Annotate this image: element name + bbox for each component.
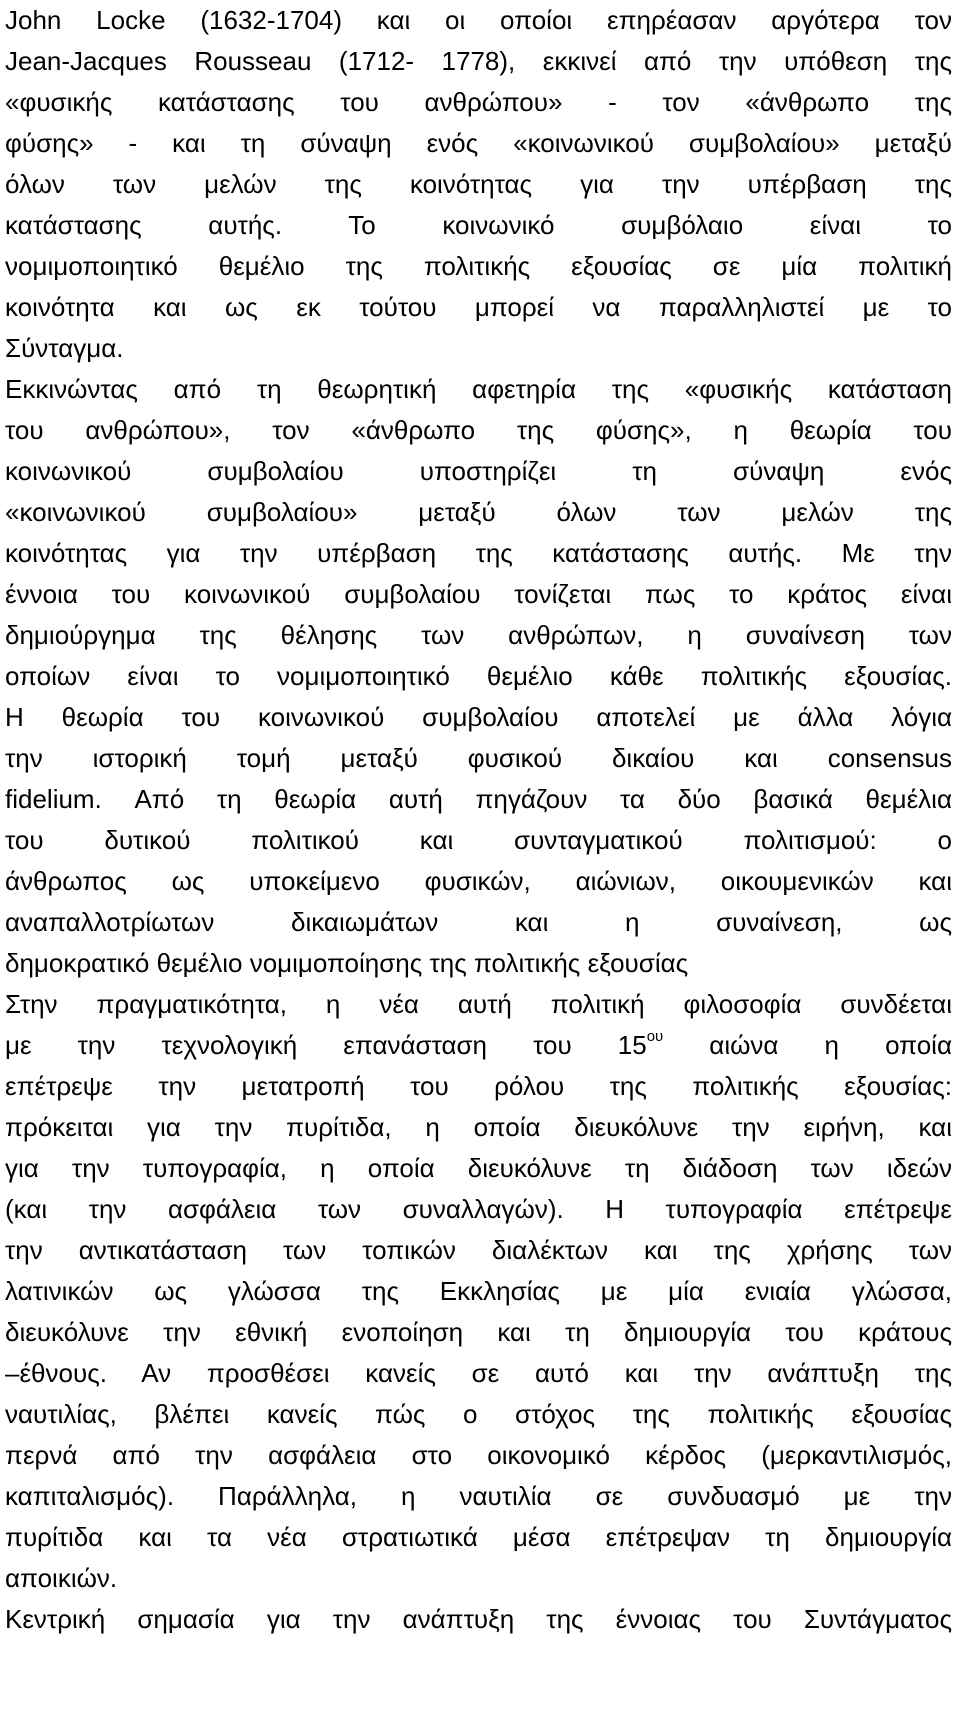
text-line: πρόκειται για την πυρίτιδα, η οποία διευκόλυνε την ειρήνη, και bbox=[5, 1112, 952, 1142]
text-line: Εκκινώντας από τη θεωρητική αφετηρία της «φυσικής κατάσταση bbox=[5, 374, 952, 404]
body-text bbox=[5, 0, 952, 1640]
text-line: όλων των μελών της κοινότητας για την υπέρβαση της bbox=[5, 169, 952, 199]
text-line: «κοινωνικού συμβολαίου» μεταξύ όλων των μελών της bbox=[5, 497, 952, 527]
text-line: Κεντρική σημασία για την ανάπτυξη της έννοιας του Συντάγματος bbox=[5, 1604, 952, 1634]
text-line: πυρίτιδα και τα νέα στρατιωτικά μέσα επέτρεψαν τη δημιουργία bbox=[5, 1522, 952, 1552]
ordinal-superscript: ου bbox=[646, 1028, 664, 1045]
text-line: κοινότητας για την υπέρβαση της κατάστασης αυτής. Με την bbox=[5, 538, 952, 568]
text-line: την αντικατάσταση των τοπικών διαλέκτων και της χρήσης των bbox=[5, 1235, 952, 1265]
text-line: Jean-Jacques Rousseau (1712- 1778), εκκινεί από την υπόθεση της bbox=[5, 46, 952, 76]
text-line: fidelium. Από τη θεωρία αυτή πηγάζουν τα δύο βασικά θεμέλια bbox=[5, 784, 952, 814]
text-line: του δυτικού πολιτικού και συνταγματικού πολιτισμού: ο bbox=[5, 825, 952, 855]
text-line: περνά από την ασφάλεια στο οικονομικό κέρδος (μερκαντιλισμός, bbox=[5, 1440, 952, 1470]
text-line: κοινωνικού συμβολαίου υποστηρίζει τη σύναψη ενός bbox=[5, 456, 952, 486]
text-line: λατινικών ως γλώσσα της Εκκλησίας με μία ενιαία γλώσσα, bbox=[5, 1276, 952, 1306]
text-line: αναπαλλοτρίωτων δικαιωμάτων και η συναίνεση, ως bbox=[5, 907, 952, 937]
text-line: έννοια του κοινωνικού συμβολαίου τονίζεται πως το κράτος είναι bbox=[5, 579, 952, 609]
text-line: αποικιών. bbox=[5, 1563, 118, 1593]
text-line: καπιταλισμός). Παράλληλα, η ναυτιλία σε συνδυασμό με την bbox=[5, 1481, 952, 1511]
text-line: οποίων είναι το νομιμοποιητικό θεμέλιο κάθε πολιτικής εξουσίας. bbox=[5, 661, 952, 691]
text-line: Στην πραγματικότητα, η νέα αυτή πολιτική φιλοσοφία συνδέεται bbox=[5, 989, 952, 1019]
text-line: Σύνταγμα. bbox=[5, 333, 124, 363]
text-line: δημιούργημα της θέλησης των ανθρώπων, η συναίνεση των bbox=[5, 620, 952, 650]
text-line: κοινότητα και ως εκ τούτου μπορεί να παραλληλιστεί με το bbox=[5, 292, 952, 322]
text-line: –έθνους. Αν προσθέσει κανείς σε αυτό και την ανάπτυξη της bbox=[5, 1358, 952, 1388]
text-line: ναυτιλίας, βλέπει κανείς πώς ο στόχος της πολιτικής εξουσίας bbox=[5, 1399, 952, 1429]
text-line-segment: αιώνα η οποία bbox=[663, 1030, 952, 1060]
text-line: Η θεωρία του κοινωνικού συμβολαίου αποτελεί με άλλα λόγια bbox=[5, 702, 952, 732]
text-line: φύσης» - και τη σύναψη ενός «κοινωνικού συμβολαίου» μεταξύ bbox=[5, 128, 952, 158]
text-line bbox=[5, 1025, 952, 1066]
text-line: επέτρεψε την μετατροπή του ρόλου της πολιτικής εξουσίας: bbox=[5, 1071, 952, 1101]
text-line: John Locke (1632-1704) και οι οποίοι επηρέασαν αργότερα τον bbox=[5, 5, 952, 35]
text-line-segment: με την τεχνολογική επανάσταση του 15 bbox=[5, 1030, 647, 1060]
text-line: (και την ασφάλεια των συναλλαγών). Η τυπογραφία επέτρεψε bbox=[5, 1194, 952, 1224]
text-line: νομιμοποιητικό θεμέλιο της πολιτικής εξουσίας σε μία πολιτική bbox=[5, 251, 952, 281]
text-line: κατάστασης αυτής. Το κοινωνικό συμβόλαιο είναι το bbox=[5, 210, 952, 240]
text-line: του ανθρώπου», τον «άνθρωπο της φύσης», η θεωρία του bbox=[5, 415, 952, 445]
text-line: άνθρωπος ως υποκείμενο φυσικών, αιώνιων, οικουμενικών και bbox=[5, 866, 952, 896]
text-line: «φυσικής κατάστασης του ανθρώπου» - τον «άνθρωπο της bbox=[5, 87, 952, 117]
text-line: δημοκρατικό θεμέλιο νομιμοποίησης της πολιτικής εξουσίας bbox=[5, 948, 689, 978]
text-line: την ιστορική τομή μεταξύ φυσικού δικαίου και consensus bbox=[5, 743, 952, 773]
text-line: διευκόλυνε την εθνική ενοποίηση και τη δημιουργία του κράτους bbox=[5, 1317, 952, 1347]
text-line: για την τυπογραφία, η οποία διευκόλυνε τη διάδοση των ιδεών bbox=[5, 1153, 952, 1183]
